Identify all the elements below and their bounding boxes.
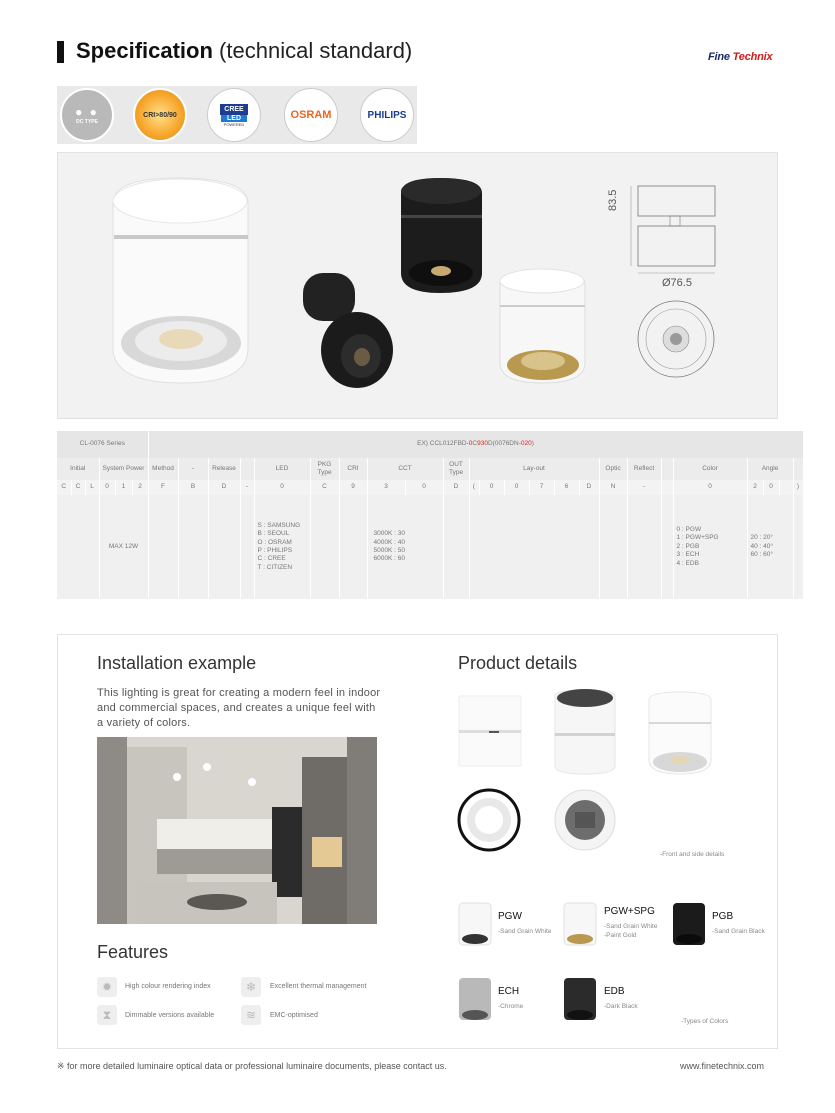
color-desc: -Sand Grain Black <box>712 928 765 935</box>
header-reflect: Reflect <box>627 458 661 480</box>
angle-options: 20 : 20° 40 : 40° 60 : 60° <box>747 495 793 599</box>
color-name: EDB <box>604 986 625 997</box>
page-title: Specification (technical standard) <box>76 38 413 63</box>
product-image-panel <box>57 152 778 419</box>
color-name: PGW <box>498 911 522 922</box>
dc-type-badge: ● ● DC TYPE <box>60 88 114 142</box>
footer-note: ※ for more detailed luminaire optical data or professional luminaire documents, please contact us. <box>57 1061 447 1071</box>
header-pkg-type: PKG Type <box>310 458 339 480</box>
code-cell: 0 <box>479 480 504 495</box>
code-cell: ) <box>793 480 803 495</box>
cri-badge: CRI>80/90 <box>133 88 187 142</box>
footer-url[interactable]: www.finetechnix.com <box>680 1061 765 1071</box>
code-cell: C <box>310 480 339 495</box>
header-layout: Lay-out <box>469 458 599 480</box>
certification-badges <box>57 86 417 144</box>
header-color: Color <box>673 458 747 480</box>
header-release: Release <box>208 458 240 480</box>
code-cell: - <box>240 480 254 495</box>
color-desc: -Sand Grain White <box>498 928 552 935</box>
code-cell: C <box>71 480 85 495</box>
product-detail-images <box>455 688 775 858</box>
height-dimension: 83.5 <box>607 189 619 211</box>
dimmable-feature-icon: ⧗ <box>97 1005 117 1025</box>
header-out-type: OUT Type <box>443 458 469 480</box>
header-cri: CRI <box>339 458 367 480</box>
product-details-heading: Product details <box>458 653 578 673</box>
code-cell: 0 <box>405 480 443 495</box>
cree-badge: CREE LED POWERED <box>207 88 261 142</box>
feature-item: High colour rendering index <box>125 983 211 990</box>
header-optic: Optic <box>599 458 627 480</box>
emc-feature-icon: ≋ <box>241 1005 261 1025</box>
cct-options: 3000K : 30 4000K : 40 5000K : 50 6000K : 60 <box>367 495 443 599</box>
code-cell: 0 <box>673 480 747 495</box>
features-heading: Features <box>97 942 169 962</box>
philips-badge: PHILIPS <box>360 88 414 142</box>
code-cell: 2 <box>747 480 763 495</box>
code-cell: 2 <box>132 480 148 495</box>
code-row <box>57 480 803 495</box>
installation-heading: Installation example <box>97 653 257 673</box>
brand-logo: Fine Technix <box>708 51 773 63</box>
header-angle: Angle <box>747 458 793 480</box>
diameter-dimension: Ø76.5 <box>662 277 692 289</box>
installation-photo <box>97 737 377 924</box>
color-desc: -Chrome <box>498 1003 524 1010</box>
installation-text: This lighting is great for creating a modern feel in indoor and commercial spaces, and creates a unique feel with a variety of colors. <box>97 687 381 729</box>
code-cell: C <box>57 480 71 495</box>
color-name: PGW+SPG <box>604 906 655 917</box>
header-dash: - <box>178 458 208 480</box>
color-options: 0 : PGW 1 : PGW+SPG 2 : PGB 3 : ECH 4 : EDB <box>673 495 747 599</box>
color-desc: -Dark Black <box>604 1003 638 1010</box>
color-variant-images <box>455 898 715 1028</box>
code-cell: F <box>148 480 178 495</box>
header-method: Method <box>148 458 178 480</box>
code-cell: 7 <box>529 480 554 495</box>
series-label: CL-0076 Series <box>57 431 148 458</box>
code-cell: 9 <box>339 480 367 495</box>
led-options: S : SAMSUNG B : SEOUL O : OSRAM P : PHILIPS C : CREE T : CITIZEN <box>254 495 310 599</box>
code-cell: 0 <box>763 480 779 495</box>
code-cell: - <box>627 480 661 495</box>
code-cell: D <box>208 480 240 495</box>
header-initial: Initial <box>57 458 99 480</box>
header-system-power: System Power <box>99 458 148 480</box>
details-caption: -Front and side details <box>660 851 725 858</box>
title-bar-accent <box>57 41 64 63</box>
feature-item: Dimmable versions available <box>125 1012 215 1019</box>
code-cell: L <box>85 480 99 495</box>
colors-caption: -Types of Colors <box>681 1018 729 1025</box>
thermal-feature-icon: ❄ <box>241 977 261 997</box>
osram-badge: OSRAM <box>284 88 338 142</box>
code-cell: 3 <box>367 480 405 495</box>
code-cell: 0 <box>254 480 310 495</box>
code-cell: 0 <box>99 480 115 495</box>
code-cell: N <box>599 480 627 495</box>
feature-item: EMC-optimised <box>270 1012 318 1019</box>
code-cell: 1 <box>115 480 132 495</box>
code-cell: B <box>178 480 208 495</box>
feature-item: Excellent thermal management <box>270 983 367 990</box>
power-value: MAX 12W <box>99 495 148 599</box>
color-name: ECH <box>498 986 520 997</box>
code-cell: 6 <box>554 480 579 495</box>
code-cell: D <box>443 480 469 495</box>
code-cell: ( <box>469 480 479 495</box>
code-cell: D <box>579 480 599 495</box>
example-code: EX) CCL012FBD-0C930D(0076DN-020) <box>148 431 803 458</box>
header-cct: CCT <box>367 458 443 480</box>
spec-table <box>57 431 804 599</box>
plug-icon: ● ● <box>75 105 99 119</box>
color-desc: -Sand Grain White <box>604 923 658 930</box>
color-desc: -Paint Gold <box>604 932 637 939</box>
color-name: PGB <box>712 911 734 922</box>
cri-feature-icon: ✹ <box>97 977 117 997</box>
code-cell: 0 <box>504 480 529 495</box>
header-led: LED <box>254 458 310 480</box>
